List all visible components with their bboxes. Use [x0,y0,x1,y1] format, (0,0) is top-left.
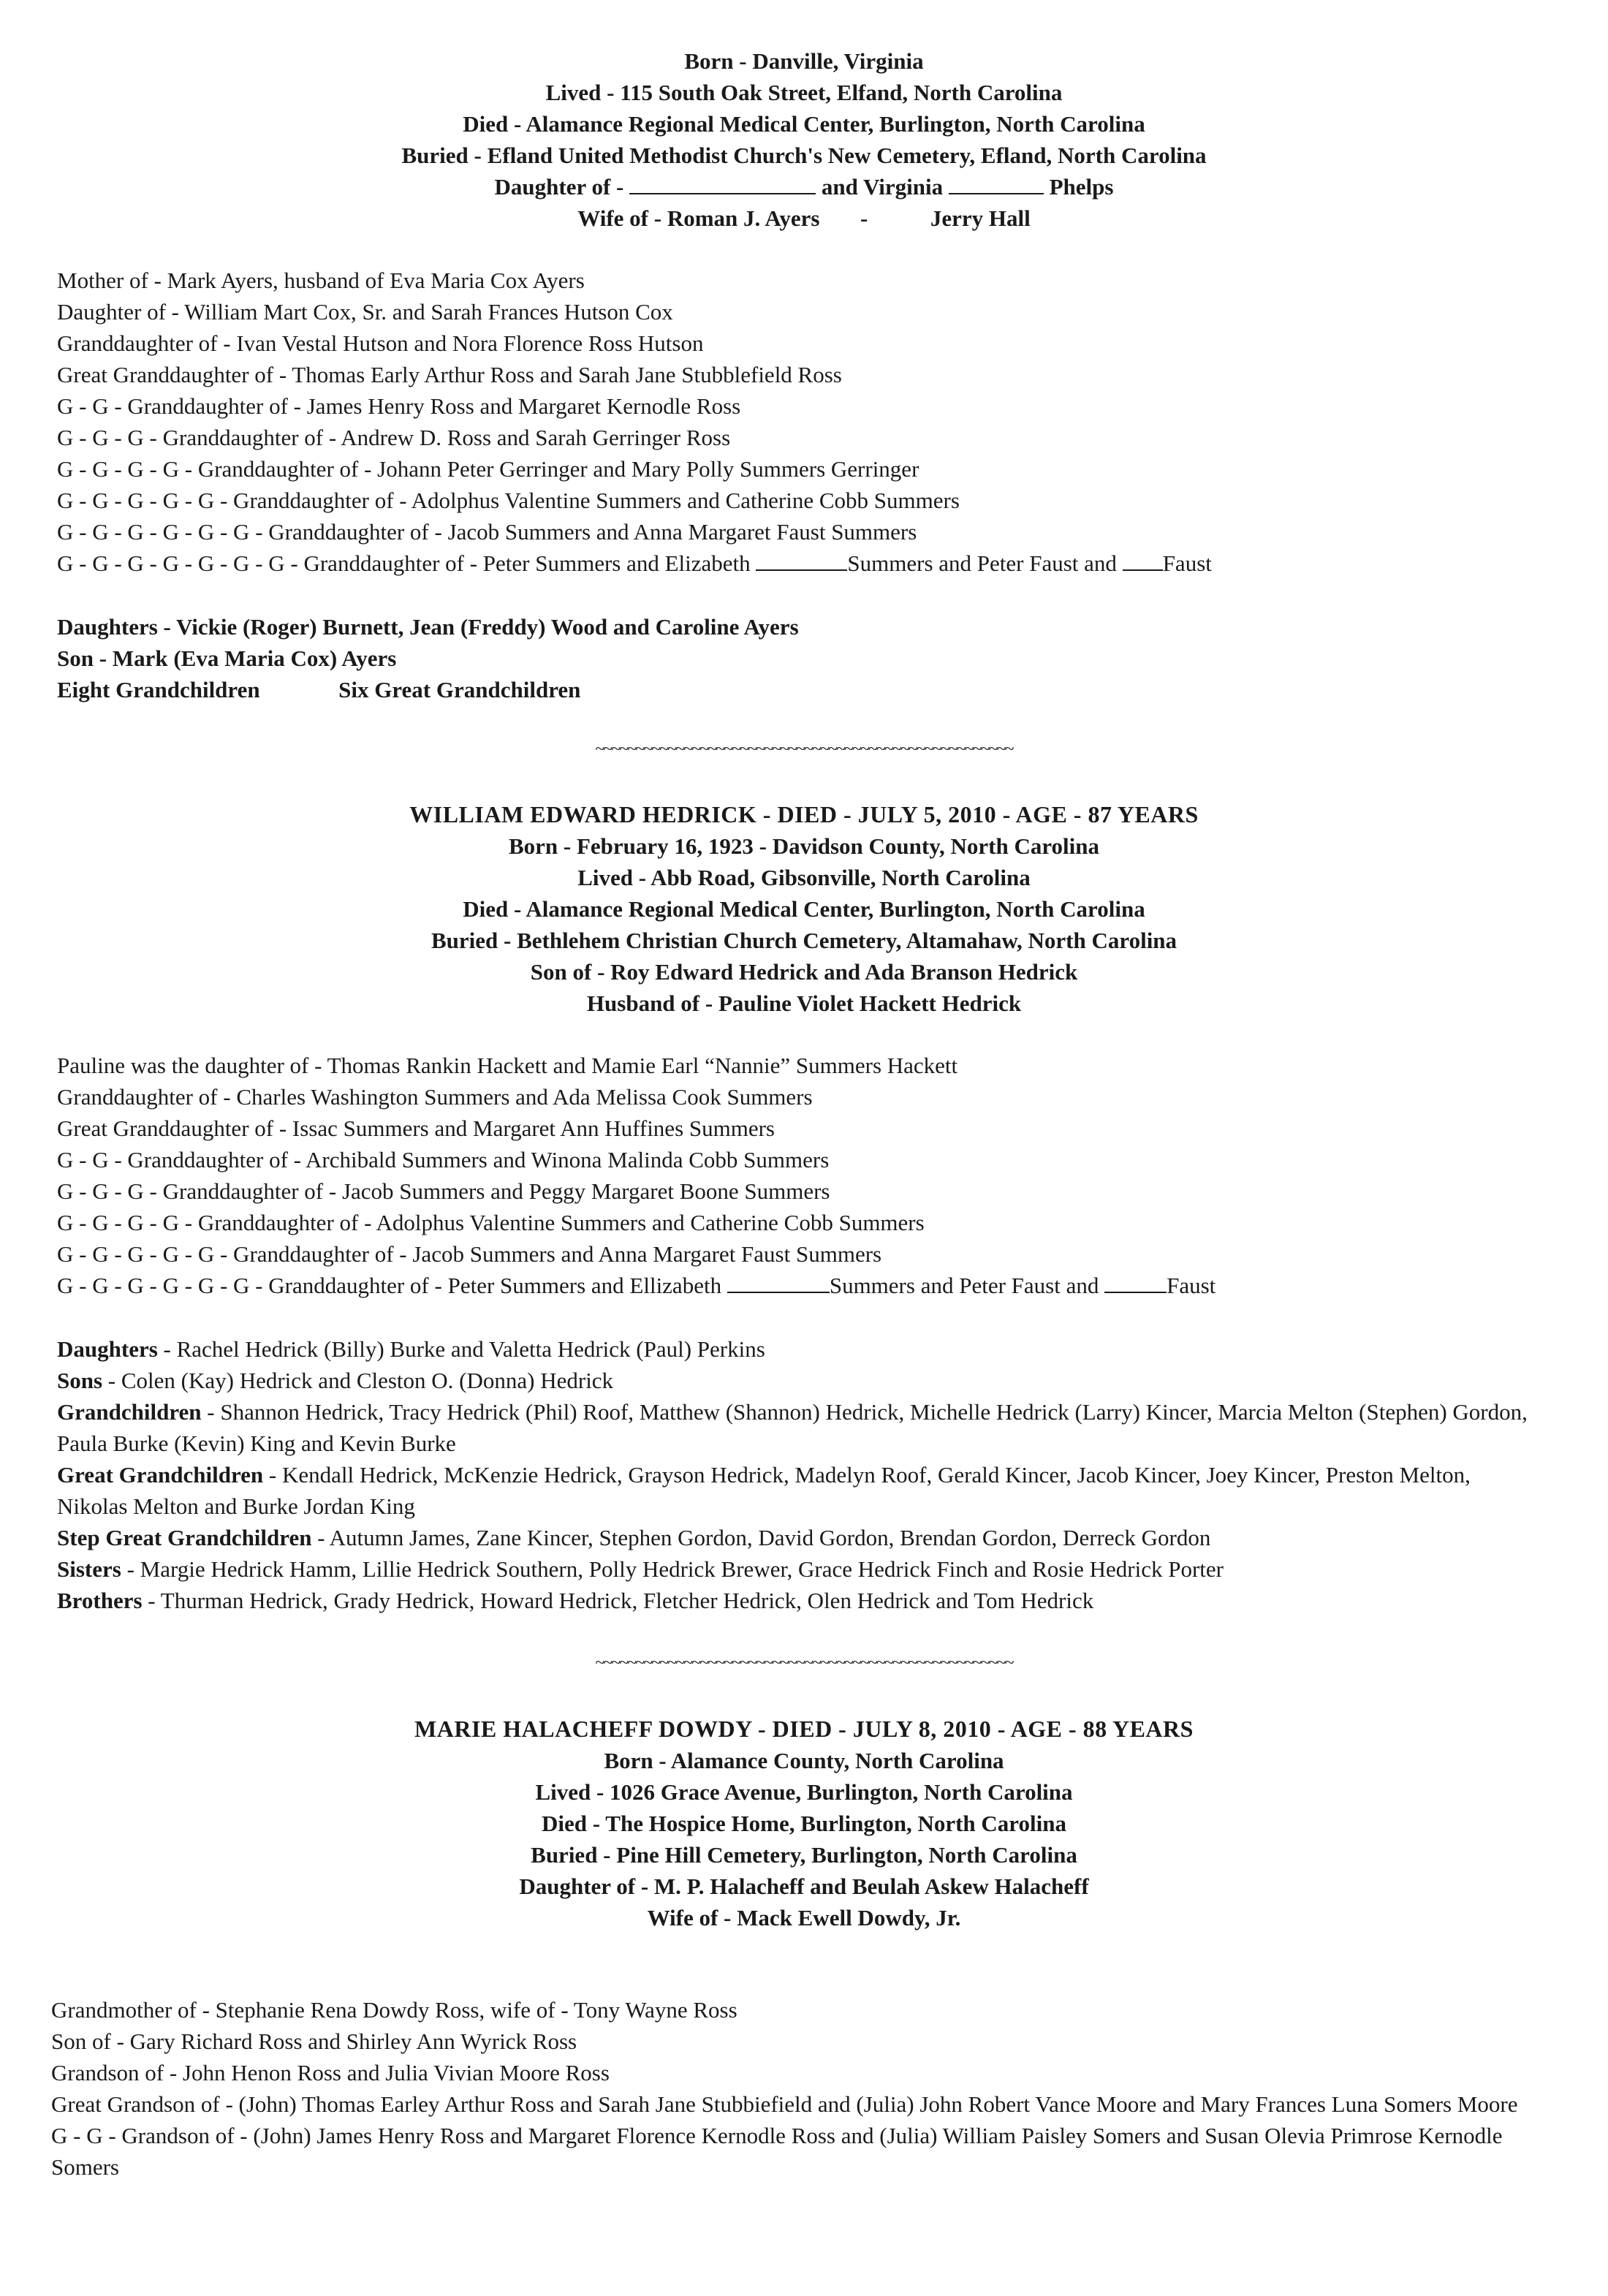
died-line: Died - Alamance Regional Medical Center, Burlington, North Carolina [463,111,1145,137]
genealogy-line-last [57,548,1533,579]
lived-line: Lived - Abb Road, Gibsonville, North Carolina [577,865,1031,890]
family-text: - Margie Hedrick Hamm, Lillie Hedrick Southern, Polly Hedrick Brewer, Grace Hedrick Finch and Rosie Hedrick Porter [121,1556,1224,1582]
family-text: - Autumn James, Zane Kincer, Stephen Gordon, David Gordon, Brendan Gordon, Derreck Gordon [311,1525,1211,1550]
survivors-hedrick [57,1333,1533,1616]
genealogy-line: G - G - G - Granddaughter of - Andrew D. Ross and Sarah Gerringer Ross [57,425,731,450]
born-line: Born - February 16, 1923 - Davidson County, North Carolina [508,833,1100,859]
genealogy-line: Granddaughter of - Charles Washington Summers and Ada Melissa Cook Summers [57,1084,813,1110]
obituary-title: WILLIAM EDWARD HEDRICK - DIED - JULY 5, 2010 - AGE - 87 YEARS [409,801,1199,827]
daughter-of-prefix: Daughter of - [494,174,624,200]
family-text: - Shannon Hedrick, Tracy Hedrick (Phil) Roof, Matthew (Shannon) Hedrick, Michelle Hedrick (Larry) Kincer, Marcia Melton (Stephen) Gordon, Paula Burke (Kevin) King and Kevin Burke [57,1399,1528,1456]
blank-line [1123,550,1163,571]
genealogy-line: Son of - Gary Richard Ross and Shirley Ann Wyrick Ross [51,2028,577,2054]
husband-of-line: Husband of - Pauline Violet Hackett Hedrick [586,990,1022,1016]
wife-of-second: Jerry Hall [930,205,1031,231]
family-line [57,1522,1533,1553]
born-line: Born - Alamance County, North Carolina [604,1748,1004,1773]
genealogy-text: Faust [1167,1273,1216,1298]
genealogy-line: Daughter of - William Mart Cox, Sr. and Sarah Frances Hutson Cox [57,299,673,325]
genealogy-line: G - G - G - G - G - Granddaughter of - Adolphus Valentine Summers and Catherine Cobb Summers [57,488,960,513]
genealogy-line: Mother of - Mark Ayers, husband of Eva Maria Cox Ayers [57,268,585,293]
daughters-line: Daughters - Vickie (Roger) Burnett, Jean (Freddy) Wood and Caroline Ayers [57,614,799,640]
daughter-of-mid: and Virginia [821,174,944,200]
son-of-line: Son of - Roy Edward Hedrick and Ada Branson Hedrick [530,959,1078,985]
lived-line: Lived - 1026 Grace Avenue, Burlington, North Carolina [535,1779,1073,1805]
genealogy-line: Pauline was the daughter of - Thomas Rankin Hackett and Mamie Earl “Nannie” Summers Hackett [57,1053,958,1078]
family-label: Sons [57,1368,103,1393]
buried-line: Buried - Bethlehem Christian Church Cemetery, Altamahaw, North Carolina [431,928,1177,953]
genealogy-line: G - G - G - G - Granddaughter of - Johann Peter Gerringer and Mary Polly Summers Gerringer [57,456,919,482]
genealogy-line: G - G - G - G - G - G - Granddaughter of - Jacob Summers and Anna Margaret Faust Summers [57,519,917,545]
blank-line [949,174,1044,194]
genealogy-line: Granddaughter of - Ivan Vestal Hutson and Nora Florence Ross Hutson [57,330,704,356]
genealogy-list-ayers [57,265,1533,579]
wife-of-line [0,202,1608,234]
blank-line [727,1273,830,1293]
genealogy-list-hedrick [57,1050,1533,1301]
family-text: - Rachel Hedrick (Billy) Burke and Valetta Hedrick (Paul) Perkins [157,1336,765,1362]
genealogy-line: Grandmother of - Stephanie Rena Dowdy Ross, wife of - Tony Wayne Ross [51,1997,737,2023]
family-line [57,1585,1533,1616]
genealogy-line: G - G - G - Granddaughter of - Jacob Summers and Peggy Margaret Boone Summers [57,1178,830,1204]
genealogy-text: Summers and Peter Faust and [829,1273,1099,1298]
genealogy-text: G - G - G - G - G - G - G - Granddaughter of - Peter Summers and Elizabeth [57,550,751,576]
great-grandchildren-count: Six Great Grandchildren [338,677,581,702]
died-line: Died - The Hospice Home, Burlington, North Carolina [542,1811,1066,1836]
obituary-title: MARIE HALACHEFF DOWDY - DIED - JULY 8, 2010 - AGE - 88 YEARS [414,1716,1194,1742]
genealogy-line: G - G - Granddaughter of - Archibald Summers and Winona Malinda Cobb Summers [57,1147,830,1172]
wife-of-line: Wife of - Mack Ewell Dowdy, Jr. [647,1905,961,1931]
grandchildren-line [57,674,1533,705]
family-line [57,1396,1533,1459]
genealogy-line: Great Grandson of - (John) Thomas Earley Arthur Ross and Sarah Jane Stubbiefield and (Julia) John Robert Vance Moore and Mary Frances Luna Somers Moore [51,2091,1518,2117]
survivors-ayers [57,611,1533,705]
blank-line [756,550,847,571]
genealogy-line: G - G - G - G - Granddaughter of - Adolphus Valentine Summers and Catherine Cobb Summers [57,1210,925,1235]
lived-line: Lived - 115 South Oak Street, Elfand, North Carolina [545,80,1063,105]
genealogy-line: G - G - Granddaughter of - James Henry Ross and Margaret Kernodle Ross [57,393,741,419]
family-line [57,1365,1533,1396]
genealogy-text: Faust [1162,550,1212,576]
daughter-of-suffix: Phelps [1049,174,1114,200]
daughter-of-line [0,171,1608,202]
genealogy-text: G - G - G - G - G - G - Granddaughter of - Peter Summers and Ellizabeth [57,1273,722,1298]
born-line: Born - Danville, Virginia [684,48,924,74]
family-label: Daughters [57,1336,158,1362]
son-line: Son - Mark (Eva Maria Cox) Ayers [57,645,397,671]
tilde-divider: ~~~~~~~~~~~~~~~~~~~~~~~~~~~~~~~~~~~~~~~~~~~~~~~~~~~~ [595,740,1013,759]
family-text: - Thurman Hedrick, Grady Hedrick, Howard Hedrick, Fletcher Hedrick, Olen Hedrick and Tom Hedrick [142,1588,1094,1613]
family-label: Great Grandchildren [57,1462,264,1488]
family-line [57,1459,1533,1522]
died-line: Died - Alamance Regional Medical Center, Burlington, North Carolina [463,896,1145,922]
buried-line: Buried - Efland United Methodist Church's New Cemetery, Efland, North Carolina [401,143,1207,168]
genealogy-line: Great Granddaughter of - Issac Summers and Margaret Ann Huffines Summers [57,1115,775,1141]
grandchildren-count: Eight Grandchildren [57,677,260,702]
blank-line [629,174,816,194]
family-label: Step Great Grandchildren [57,1525,312,1550]
family-label: Brothers [57,1588,143,1613]
tilde-divider: ~~~~~~~~~~~~~~~~~~~~~~~~~~~~~~~~~~~~~~~~~~~~~~~~~~~~ [595,1653,1013,1672]
family-text: - Colen (Kay) Hedrick and Cleston O. (Donna) Hedrick [102,1368,614,1393]
genealogy-line: G - G - Grandson of - (John) James Henry Ross and Margaret Florence Kernodle Ross and (Julia) William Paisley Somers and Susan Olevia Primrose Kernodle Somers [51,2123,1503,2180]
obituary-header-hedrick [0,799,1608,1019]
family-line [57,1333,1533,1365]
buried-line: Buried - Pine Hill Cemetery, Burlington, North Carolina [531,1842,1077,1868]
genealogy-line-last [57,1270,1533,1301]
blank-line [1104,1273,1167,1293]
wife-of-first: Wife of - Roman J. Ayers [577,205,820,231]
obituary-header-dowdy [0,1713,1608,1933]
family-line [57,1553,1533,1585]
genealogy-line: Great Granddaughter of - Thomas Early Arthur Ross and Sarah Jane Stubblefield Ross [57,362,842,387]
obituary-header-ayers [0,45,1608,234]
daughter-of-line: Daughter of - M. P. Halacheff and Beulah Askew Halacheff [519,1873,1089,1899]
wife-of-dash: - [860,205,868,231]
genealogy-line: Grandson of - John Henon Ross and Julia Vivian Moore Ross [51,2060,610,2085]
genealogy-line: G - G - G - G - G - Granddaughter of - Jacob Summers and Anna Margaret Faust Summers [57,1241,882,1267]
family-label: Grandchildren [57,1399,202,1425]
family-label: Sisters [57,1556,121,1582]
genealogy-list-dowdy [51,1994,1550,2183]
family-text: - Kendall Hedrick, McKenzie Hedrick, Grayson Hedrick, Madelyn Roof, Gerald Kincer, Jacob Kincer, Joey Kincer, Preston Melton, Nikolas Melton and Burke Jordan King [57,1462,1471,1519]
genealogy-text: Summers and Peter Faust and [847,550,1117,576]
